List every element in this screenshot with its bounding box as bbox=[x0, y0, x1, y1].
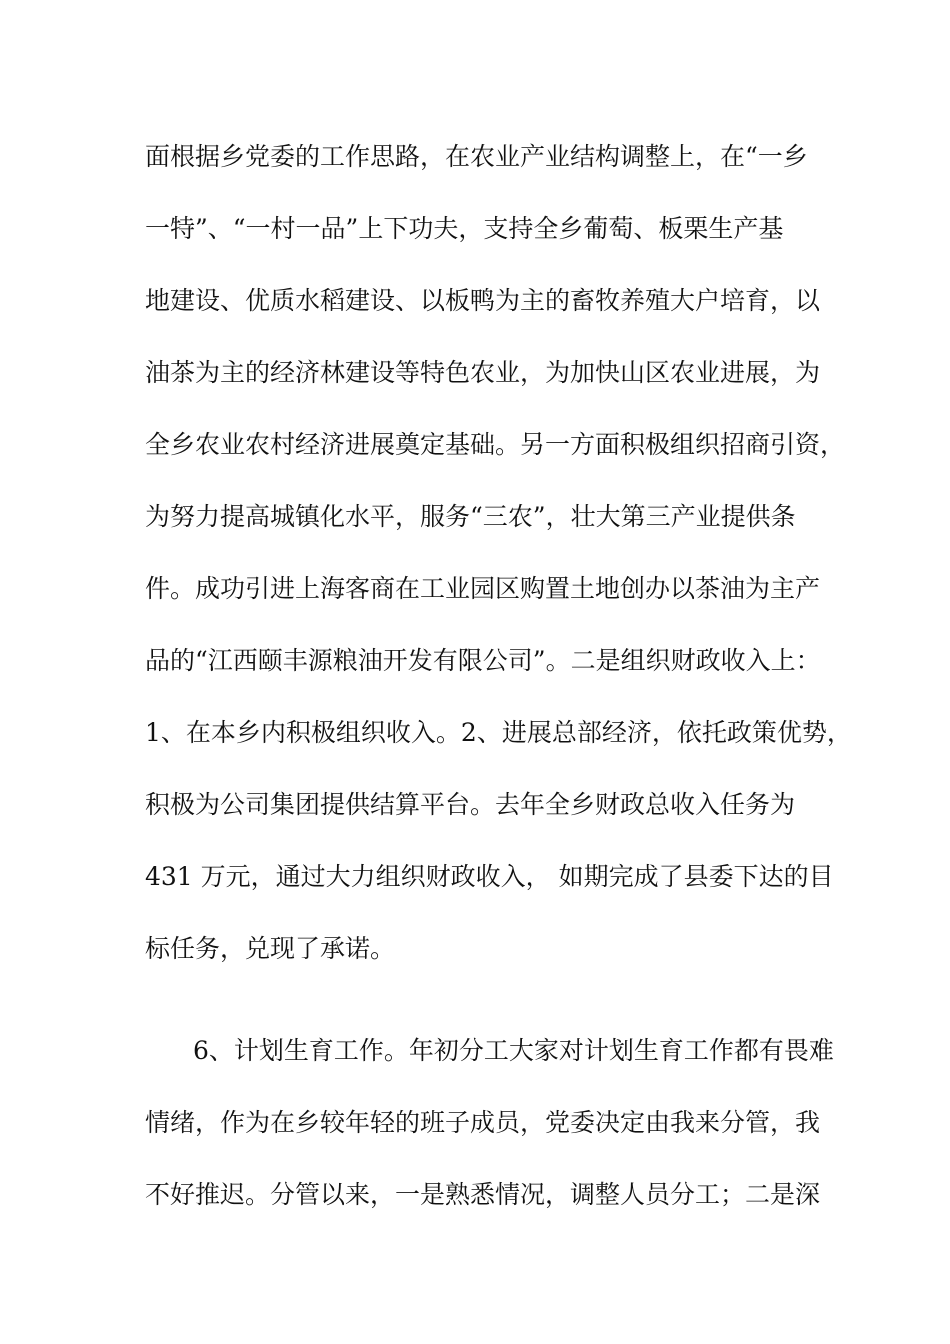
text-line: 不好推迟。分管以来，一是熟悉情况，调整人员分工；二是深 bbox=[145, 1180, 821, 1209]
text-line: 431 万元，通过大力组织财政收入， 如期完成了县委下达的目 bbox=[145, 862, 834, 891]
text-line: 品的“江西颐丰源粮油开发有限公司”。二是组织财政收入上： bbox=[145, 646, 821, 675]
text-line: 面根据乡党委的工作思路，在农业产业结构调整上，在“一乡 bbox=[145, 142, 808, 171]
text-line: 情绪，作为在乡较年轻的班子成员，党委决定由我来分管，我 bbox=[145, 1108, 821, 1137]
paragraph-first-line: 6、计划生育工作。年初分工大家对计划生育工作都有畏难 bbox=[193, 1036, 834, 1065]
text-line: 油茶为主的经济林建设等特色农业，为加快山区农业进展，为 bbox=[145, 358, 821, 387]
text-line: 件。成功引进上海客商在工业园区购置土地创办以茶油为主产 bbox=[145, 574, 821, 603]
text-line: 一特”、“一村一品”上下功夫，支持全乡葡萄、板栗生产基 bbox=[145, 214, 784, 243]
text-line: 标任务，兑现了承诺。 bbox=[145, 934, 396, 963]
text-line: 积极为公司集团提供结算平台。去年全乡财政总收入任务为 bbox=[145, 790, 796, 819]
text-line: 地建设、优质水稻建设、以板鸭为主的畜牧养殖大户培育，以 bbox=[145, 286, 821, 315]
text-line: 为努力提高城镇化水平，服务“三农”，壮大第三产业提供条 bbox=[145, 502, 796, 531]
text-line: 全乡农业农村经济进展奠定基础。另一方面积极组织招商引资， bbox=[145, 430, 846, 459]
text-line: 1、在本乡内积极组织收入。2、进展总部经济，依托政策优势， bbox=[145, 718, 852, 747]
